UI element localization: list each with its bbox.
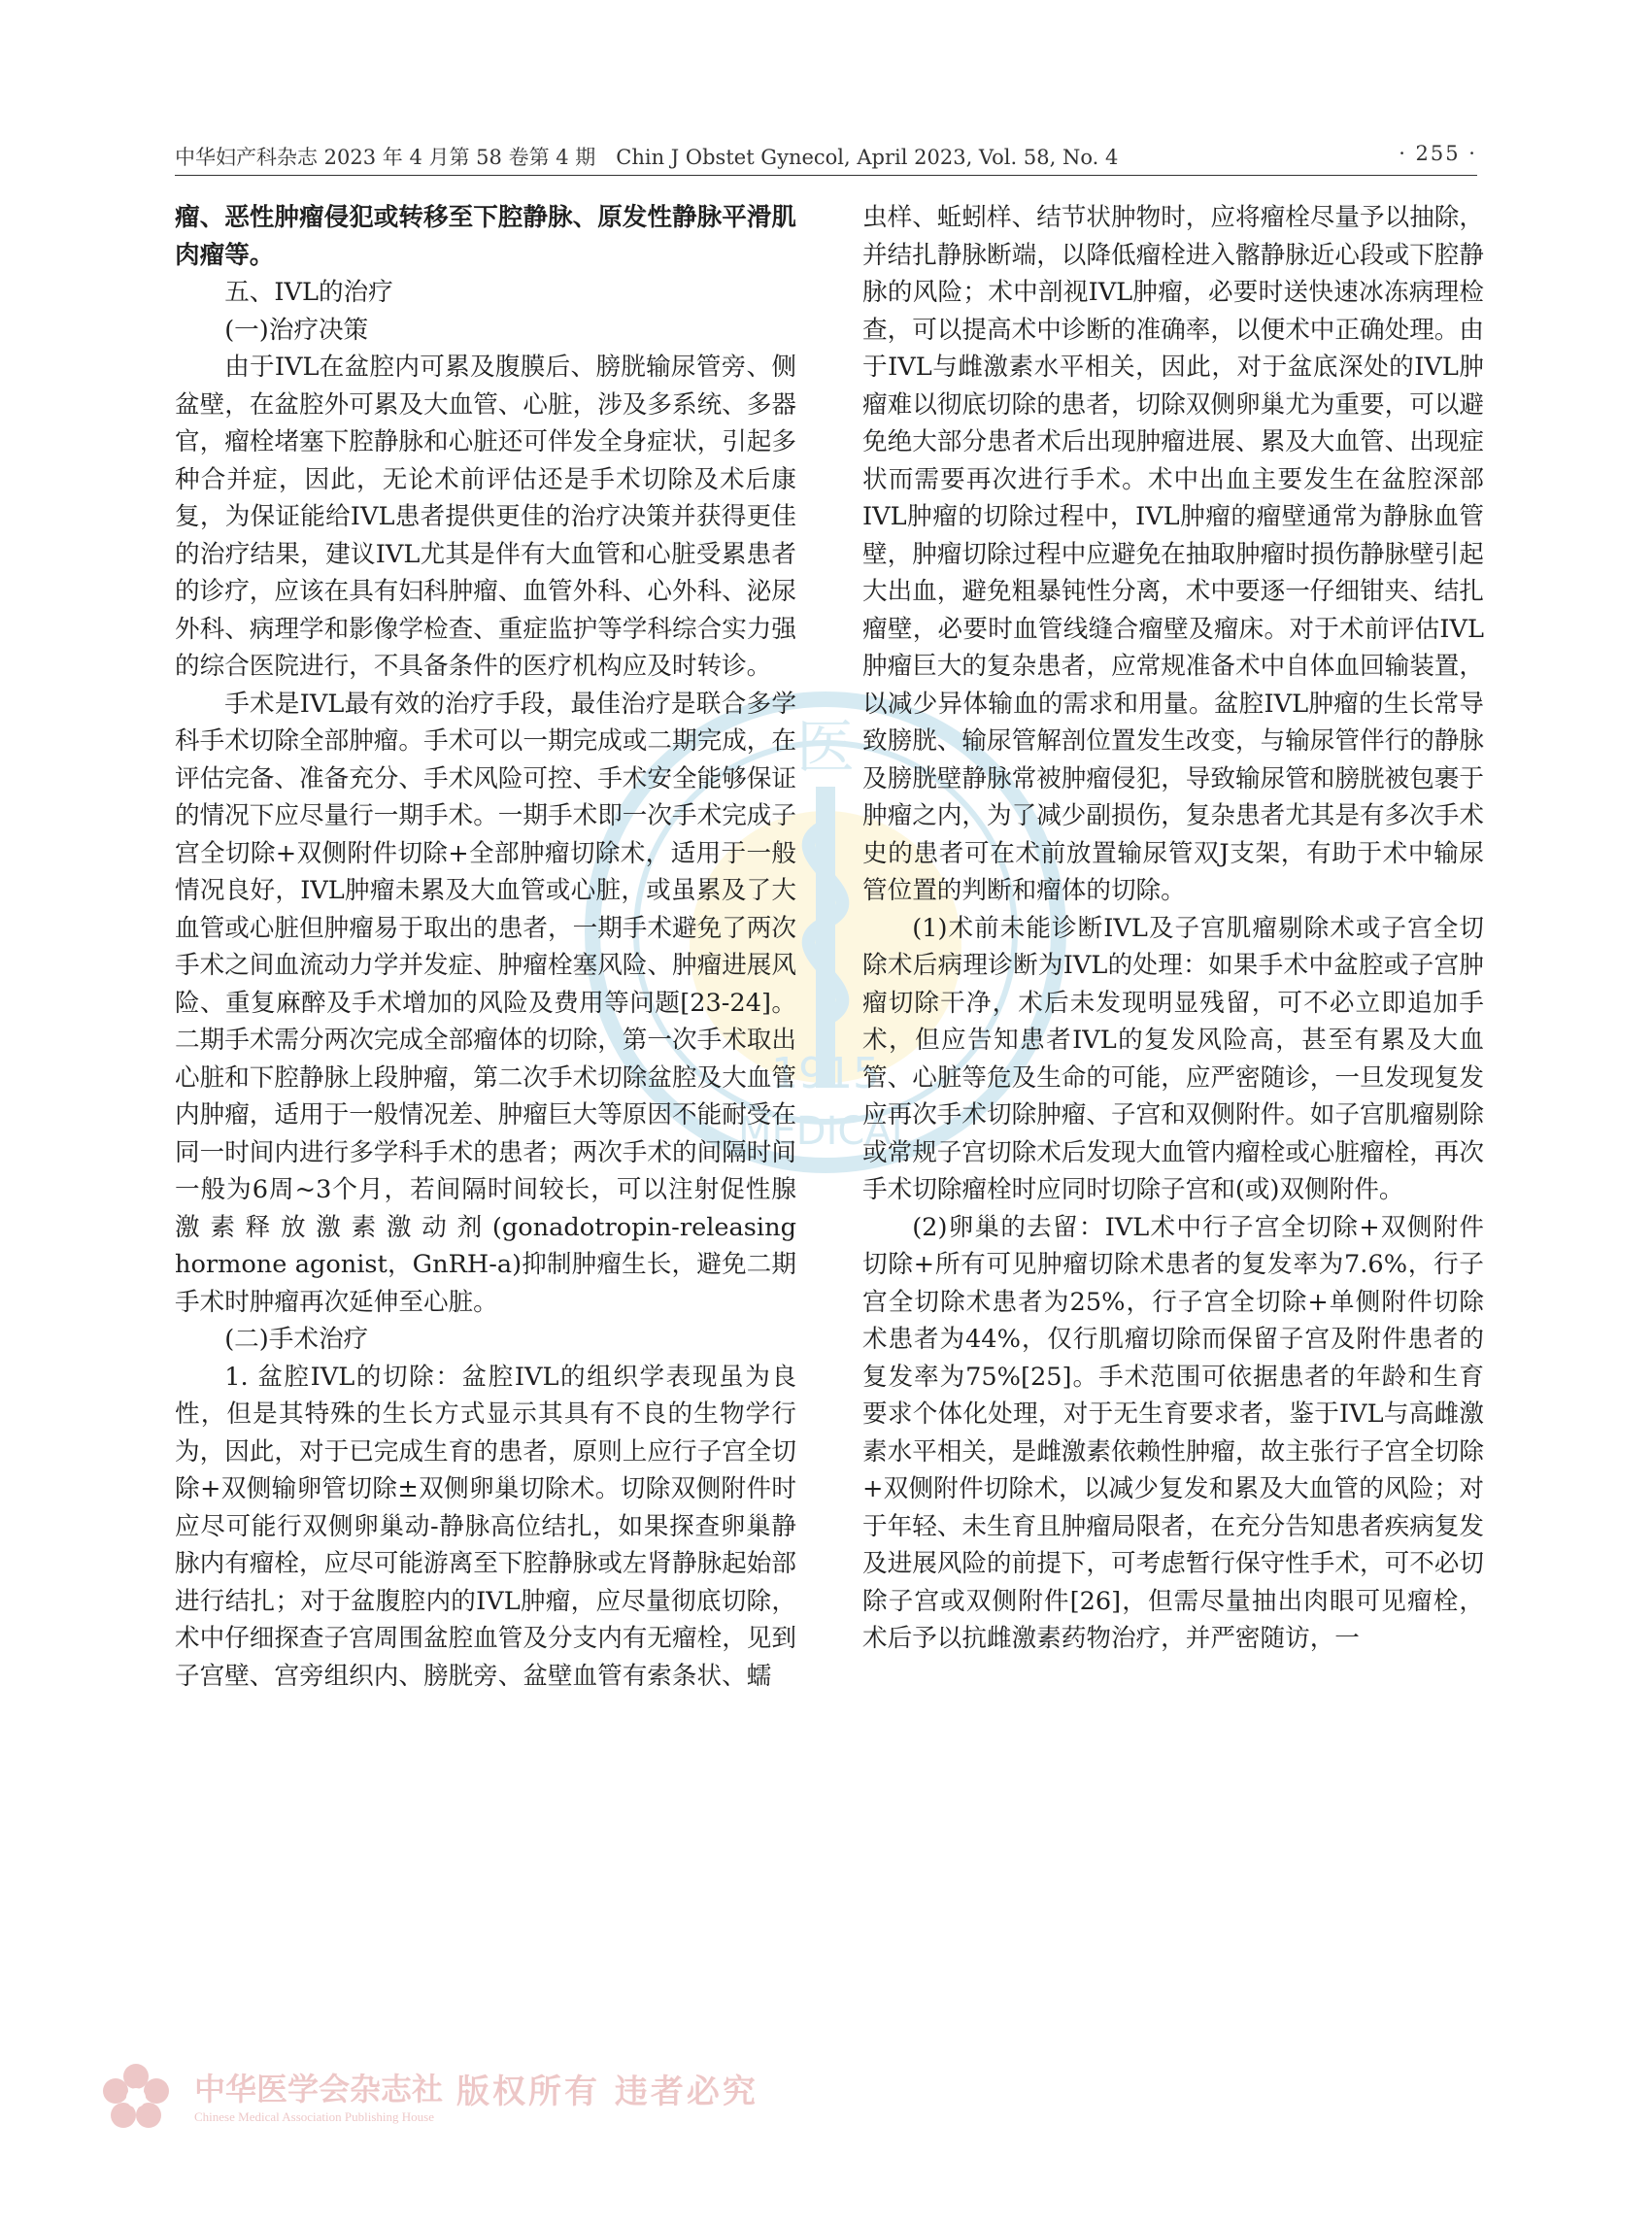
paragraph: 瘤、恶性肿瘤侵犯或转移至下腔静脉、原发性静脉平滑肌肉瘤等。 [175, 203, 796, 270]
journal-citation: 中华妇产科杂志 2023 年 4 月第 58 卷第 4 期 Chin J Obstet Gynecol, April 2023, Vol. 58, No. 4 [175, 146, 1119, 169]
paragraph: (1)术前未能诊断IVL及子宫肌瘤剔除术或子宫全切除术后病理诊断为IVL的处理：如果手术中盆腔或子宫肿瘤切除干净，术后未发现明显残留，可不必立即追加手术，但应告知患者IVL的复发风险高，甚至有累及大血管、心脏等危及生命的可能，应严密随诊，一旦发现复发应再次手术切除肿瘤、子宫和双侧附件。如子宫肌瘤剔除或常规子宫切除术后发现大血管内瘤栓或心脏瘤栓，再次手术切除瘤栓时应同时切除子宫和(或)双侧附件。 [862, 913, 1484, 1204]
running-header [175, 136, 1477, 176]
paragraph: 虫样、蚯蚓样、结节状肿物时，应将瘤栓尽量予以抽除，并结扎静脉断端，以降低瘤栓进入髂静脉近心段或下腔静脉的风险；术中剖视IVL肿瘤，必要时送快速冰冻病理检查，可以提高术中诊断的准确率，以便术中正确处理。由于IVL与雌激素水平相关，因此，对于盆底深处的IVL肿瘤难以彻底切除的患者，切除双侧卵巢尤为重要，可以避免绝大部分患者术后出现肿瘤进展、累及大血管、出现症状而需要再次进行手术。术中出血主要发生在盆腔深部IVL肿瘤的切除过程中，IVL肿瘤的瘤壁通常为静脉血管壁，肿瘤切除过程中应避免在抽取肿瘤时损伤静脉壁引起大出血，避免粗暴钝性分离，术中要逐一仔细钳夹、结扎瘤壁，必要时血管线缝合瘤壁及瘤床。对于术前评估IVL肿瘤巨大的复杂患者，应常规准备术中自体血回输装置，以减少异体输血的需求和用量。盆腔IVL肿瘤的生长常导致膀胱、输尿管解剖位置发生改变，与输尿管伴行的静脉及膀胱壁静脉常被肿瘤侵犯，导致输尿管和膀胱被包裹于肿瘤之内，为了减少副损伤，复杂患者尤其是有多次手术史的患者可在术前放置输尿管双J支架，有助于术中输尿管位置的判断和瘤体的切除。 [862, 203, 1484, 905]
right-text-column [862, 199, 1484, 2103]
left-text-column [175, 199, 796, 2103]
paragraph: 五、IVL的治疗 [224, 278, 393, 307]
copyright-notice: 版权所有 违者必究 [456, 2073, 759, 2111]
paragraph: (二)手术治疗 [224, 1325, 369, 1354]
paragraph: 手术是IVL最有效的治疗手段，最佳治疗是联合多学科手术切除全部肿瘤。手术可以一期完成或二期完成，在评估完备、准备充分、手术风险可控、手术安全能够保证的情况下应尽量行一期手术。一期手术即一次手术完成子宫全切除+双侧附件切除+全部肿瘤切除术，适用于一般情况良好，IVL肿瘤未累及大血管或心脏，或虽累及了大血管或心脏但肿瘤易于取出的患者，一期手术避免了两次手术之间血流动力学并发症、肿瘤栓塞风险、肿瘤进展风险、重复麻醉及手术增加的风险及费用等问题[23-24]。二期手术需分两次完成全部瘤体的切除，第一次手术取出心脏和下腔静脉上段肿瘤，第二次手术切除盆腔及大血管内肿瘤，适用于一般情况差、肿瘤巨大等原因不能耐受在同一时间内进行多学科手术的患者；两次手术的间隔时间一般为6周~3个月，若间隔时间较长，可以注射促性腺激素释放激素激动剂(gonadotropin-releasing hormone agonist，GnRH-a)抑制肿瘤生长，避免二期手术时肿瘤再次延伸至心脏。 [175, 689, 796, 1317]
emblem-year: 1915 [771, 1049, 880, 1098]
publisher-flower-icon [97, 2059, 175, 2137]
publisher-name-en: Chinese Medical Association Publishing House [194, 2109, 434, 2124]
emblem-arc-text: MEDICAL [738, 1109, 913, 1154]
paragraph: (一)治疗决策 [224, 315, 369, 345]
page-number: · 255 · [1399, 142, 1477, 165]
paragraph: 由于IVL在盆腔内可累及腹膜后、膀胱输尿管旁、侧盆壁，在盆腔外可累及大血管、心脏，涉及多系统、多器官，瘤栓堵塞下腔静脉和心脏还可伴发全身症状，引起多种合并症，因此，无论术前评估还是手术切除及术后康复，为保证能给IVL患者提供更佳的治疗决策并获得更佳的治疗结果，建议IVL尤其是伴有大血管和心脏受累患者的诊疗，应该在具有妇科肿瘤、血管外科、心外科、泌尿外科、病理学和影像学检查、重症监护等学科综合实力强的综合医院进行，不具备条件的医疗机构应及时转诊。 [175, 353, 796, 681]
paragraph: 1. 盆腔IVL的切除：盆腔IVL的组织学表现虽为良性，但是其特殊的生长方式显示其具有不良的生物学行为，因此，对于已完成生育的患者，原则上应行子宫全切除+双侧输卵管切除±双侧卵巢切除术。切除双侧附件时应尽可能行双侧卵巢动-静脉高位结扎，如果探查卵巢静脉内有瘤栓，应尽可能游离至下腔静脉或左肾静脉起始部进行结扎；对于盆腹腔内的IVL肿瘤，应尽量彻底切除，术中仔细探查子宫周围盆腔血管及分支内有无瘤栓，见到子宫壁、宫旁组织内、膀胱旁、盆壁血管有索条状、蠕 [175, 1362, 796, 1691]
emblem-character: 医 [796, 714, 855, 782]
publisher-name: 中华医学会杂志社 [194, 2071, 444, 2107]
paragraph: (2)卵巢的去留：IVL术中行子宫全切除+双侧附件切除+所有可见肿瘤切除术患者的复发率为7.6%，行子宫全切除术患者为25%，行子宫全切除+单侧附件切除术患者为44%，仅行肌瘤切除而保留子宫及附件患者的复发率为75%[25]。手术范围可依据患者的年龄和生育要求个体化处理，对于无生育要求者，鉴于IVL与高雌激素水平相关，是雌激素依赖性肿瘤，故主张行子宫全切除+双侧附件切除术，以减少复发和累及大血管的风险；对于年轻、未生育且肿瘤局限者，在充分告知患者疾病复发及进展风险的前提下，可考虑暂行保守性手术，可不必切除子宫或双侧附件[26]，但需尽量抽出肉眼可见瘤栓，术后予以抗雌激素药物治疗，并严密随访，一 [862, 1212, 1484, 1653]
